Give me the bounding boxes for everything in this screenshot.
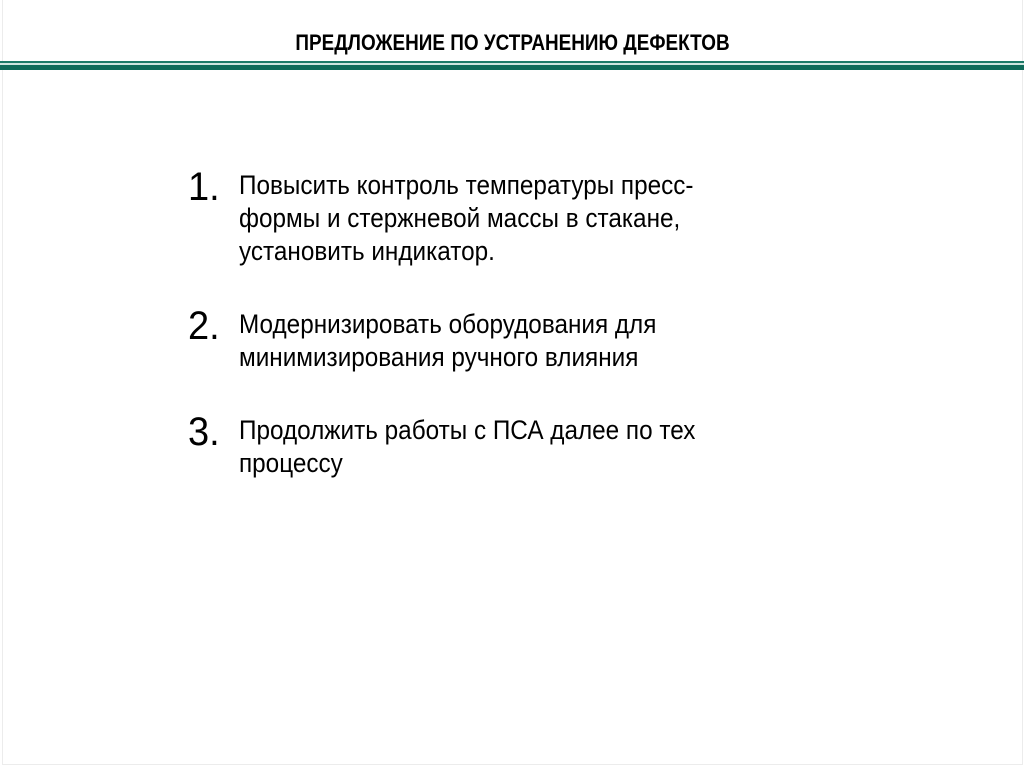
list-number: 1.	[188, 165, 220, 209]
list-item-line: Продолжить работы с ПСА далее по тех	[239, 415, 696, 445]
list-item-line: минимизирования ручного влияния	[239, 342, 639, 372]
slide	[2, 0, 1023, 765]
list-number: 3.	[188, 410, 220, 454]
list-item-line: Повысить контроль температуры пресс-	[239, 170, 694, 200]
list-item-line: Модернизировать оборудования для	[239, 309, 657, 339]
list-number: 2.	[188, 304, 220, 348]
list-item-line: формы и стержневой массы в стакане,	[239, 203, 681, 233]
list-item-text	[239, 414, 799, 480]
title-rule-thick	[0, 65, 1024, 70]
slide-title	[0, 30, 1024, 56]
list-item-text	[239, 308, 799, 374]
list-item-line: процессу	[239, 448, 343, 478]
slide-title-text: ПРЕДЛОЖЕНИЕ ПО УСТРАНЕНИЮ ДЕФЕКТОВ	[294, 30, 730, 55]
list-item-line: установить индикатор.	[239, 236, 495, 266]
list-item-text	[239, 169, 799, 268]
